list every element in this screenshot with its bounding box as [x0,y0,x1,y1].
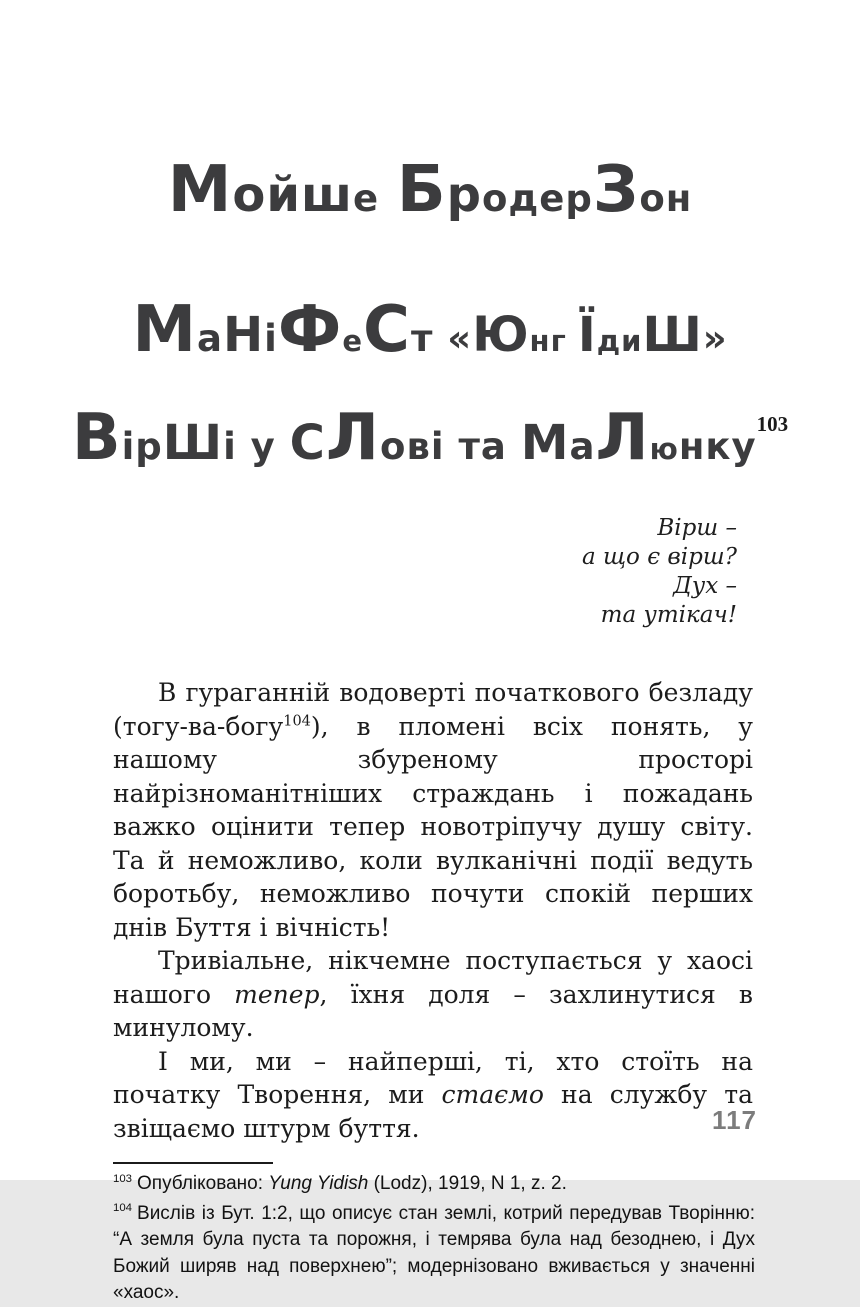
epigraph-line: та утікач! [600,602,737,628]
page-number: 117 [712,1105,757,1135]
paragraph-1: В гураганній водоверті початкового безладу (тогу-ва-богу$^{104}$), в пломені всіх понять, у нашому збуреному просторі найрізноманітніших страждань і пожадань важко оцінити тепер новотріпучу душу світу. Та й неможливо, коли вулканічні події ведуть боротьбу, неможливо почути спокій перших днів Буття і вічність! [113,678,753,942]
footnote-ref-103: 103 [756,412,789,436]
footnote-marker: 103 [113,1172,133,1185]
footnote-104 [113,1201,755,1307]
manifesto-title: МаНіФеСт «Юнг ЇдиШ» [132,293,728,367]
footnote-text: Вислів із Бут. 1:2, що описує стан землі, котрий передував Творінню: “А земля була пуста та порожня, і темрява була над безоднею, і Дух Божий ширяв над поверхнею”; модернізовано вживається у значенні «хаос». [113,1202,755,1303]
epigraph-line: Вірш – [657,515,737,541]
author-title: Мойше БродерЗон [167,153,693,227]
epigraph-line: Дух – [673,573,737,599]
subtitle-title [0,401,860,475]
footnote-text: Опубліковано: Yung Yidish (Lodz), 1919, N 1, z. 2. [137,1173,567,1194]
body-text [113,676,753,1145]
footnotes [113,1171,755,1307]
paragraph-2: Тривіальне, нікчемне поступається у хаосі нашого тепер, їхня доля – захлинутися в минулому. [113,946,754,1042]
footnote-marker: 104 [113,1202,133,1215]
footnote-103 [113,1171,755,1198]
footnote-separator [113,1162,273,1164]
epigraph-line: а що є вірш? [582,544,737,570]
epigraph [0,514,737,630]
subtitle-text: ВірШі у СЛові та МаЛюнку [71,401,757,475]
paragraph-3: І ми, ми – найперші, ті, хто стоїть на початку Творення, ми стаємо на службу та звіщаємо штурм буття. [113,1046,753,1143]
